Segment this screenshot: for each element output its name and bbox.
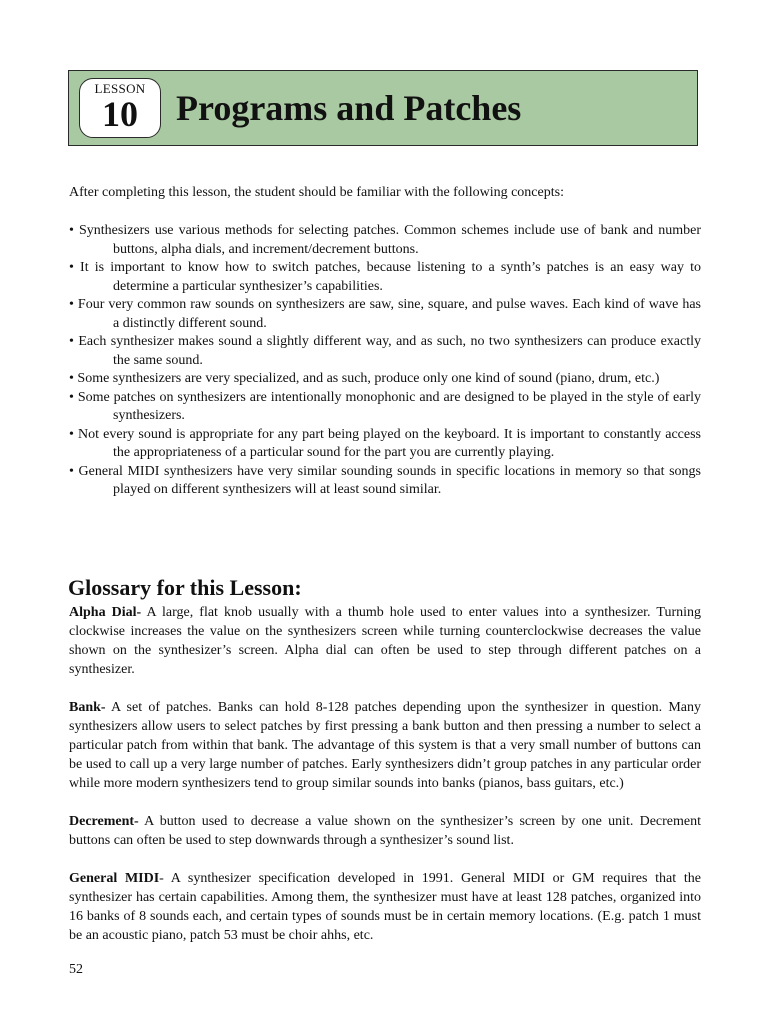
bullet-icon: • <box>69 463 74 479</box>
glossary-definition: - A synthesizer specification developed in 1991. General MIDI or GM requires that the synthesizer has certain capabilities. Among them, the synthesizer must have at least 128 patches, organized into 16 banks of 8 sounds each, and certain types of sounds must be in certain memory locations. (E.g. patch 1 must be an acoustic piano, patch 53 must be choir ahhs, etc. <box>69 871 701 943</box>
glossary-term: Decrement- <box>69 814 139 829</box>
bullet-icon: • <box>69 334 74 349</box>
bullet-icon: • <box>69 371 74 386</box>
list-item-text: Four very common raw sounds on synthesizers are saw, sine, square, and pulse waves. Each kind of wave has a distinctly different sound. <box>77 297 702 331</box>
glossary-definition: A set of patches. Banks can hold 8-128 patches depending upon the synthesizer in question. Many synthesizers allow users to select patches by first pressing a bank button and then pressing a number to select a particular patch from within that bank. The advantage of this system is that a very small number of buttons can be used to call up a very large number of patches. Early synthesizers didn’t group patches in any particular order while more modern synthesizers tend to group similar sounds into banks (pianos, bass guitars, etc.) <box>69 700 701 791</box>
list-item <box>69 296 701 333</box>
glossary-list <box>69 603 701 964</box>
lesson-badge <box>79 78 161 138</box>
bullet-icon: • <box>69 297 74 312</box>
page-number: 52 <box>69 962 83 977</box>
glossary-term: General MIDI <box>69 871 160 886</box>
bullet-icon: • <box>69 260 74 275</box>
list-item-text: General MIDI synthesizers have very similar sounding sounds in specific locations in memory so that songs played on different synthesizers will at least sound similar. <box>78 463 701 497</box>
bullet-icon: • <box>69 223 74 238</box>
list-item <box>69 370 701 389</box>
list-item-text: Some patches on synthesizers are intentionally monophonic and are designed to be played in the style of early synthesizers. <box>77 389 702 423</box>
list-item <box>69 389 701 426</box>
list-item <box>69 463 701 500</box>
lesson-banner <box>68 70 698 146</box>
lesson-number: 10 <box>102 94 138 134</box>
lesson-label: LESSON <box>94 81 146 96</box>
list-item <box>69 426 701 463</box>
intro-text: After completing this lesson, the student should be familiar with the following concepts: <box>69 185 564 200</box>
glossary-term: Alpha Dial- <box>69 605 142 620</box>
list-item-text: Synthesizers use various methods for selecting patches. Common schemes include use of bank and number buttons, alpha dials, and increment/decrement buttons. <box>78 223 701 257</box>
glossary-definition: A button used to decrease a value shown on the synthesizer’s screen by one unit. Decrement buttons can often be used to step downwards through a synthesizer’s sound list. <box>69 814 701 848</box>
list-item <box>69 259 701 296</box>
glossary-entry <box>69 869 701 945</box>
page-title: Programs and Patches <box>176 88 522 128</box>
list-item <box>69 222 701 259</box>
list-item-text: Some synthesizers are very specialized, and as such, produce only one kind of sound (piano, drum, etc.) <box>77 371 660 386</box>
bullet-icon: • <box>69 389 74 405</box>
glossary-heading: Glossary for this Lesson: <box>68 575 302 600</box>
bullet-icon: • <box>69 426 74 442</box>
list-item-text: Each synthesizer makes sound a slightly different way, and as such, no two synthesizers can produce exactly the same sound. <box>78 334 701 368</box>
glossary-definition: A large, flat knob usually with a thumb hole used to enter values into a synthesizer. Turning clockwise increases the value on the synthesizers screen while turning counterclockwise decreases the value shown on the synthesizer’s screen. Alpha dial can often be used to step through different patches on a synthesizer. <box>69 605 701 677</box>
glossary-entry <box>69 812 701 850</box>
concept-list <box>69 222 701 500</box>
glossary-entry <box>69 603 701 679</box>
list-item <box>69 333 701 370</box>
list-item-text: Not every sound is appropriate for any part being played on the keyboard. It is important to constantly access the appropriateness of a particular sound for the part you are currently playing. <box>78 426 701 460</box>
glossary-entry <box>69 698 701 793</box>
list-item-text: It is important to know how to switch patches, because listening to a synth’s patches is an easy way to determine a particular synthesizer’s capabilities. <box>80 260 701 294</box>
glossary-term: Bank- <box>69 700 106 715</box>
